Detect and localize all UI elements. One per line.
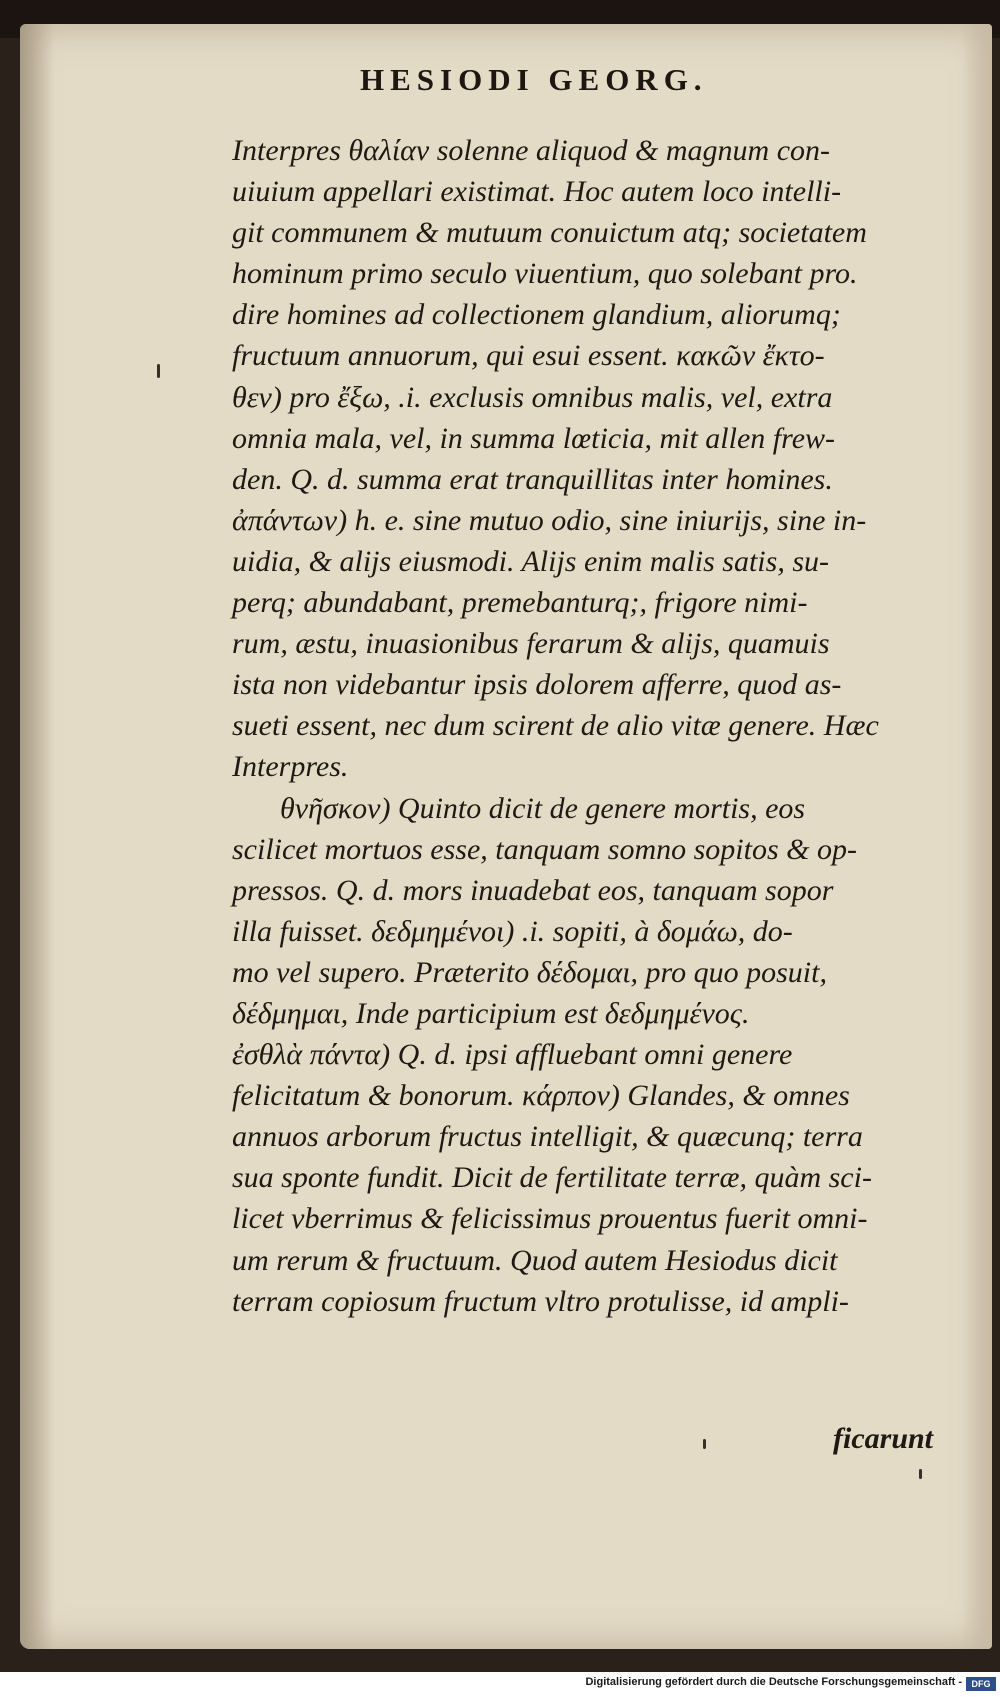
text-line: Interpres θαλίαν solenne aliquod & magnum con- — [232, 134, 831, 167]
page-gutter-shadow — [20, 24, 54, 1649]
dfg-logo: DFG — [966, 1677, 996, 1691]
text-line: terram copiosum fructum vltro protulisse, id ampli- — [232, 1284, 849, 1318]
text-line: Interpres. — [232, 750, 349, 784]
text-line: um rerum & fructuum. Quod autem Hesiodus dicit — [232, 1243, 838, 1277]
text-line: annuos arborum fructus intelligit, & quæcunq; terra — [232, 1120, 863, 1154]
text-line: ἐσθλὰ πάντα) Q. d. ipsi affluebant omni genere — [232, 1038, 793, 1072]
ink-speck — [703, 1439, 706, 1449]
catchword: ficarunt — [833, 1422, 934, 1455]
text-line: sua sponte fundit. Dicit de fertilitate terræ, quàm sci- — [232, 1161, 872, 1195]
text-line: ἀπάντων) h. e. sine mutuo odio, sine iniurijs, sine in- — [232, 503, 867, 537]
text-line-paragraph-start: θνῆσκον) Quinto dicit de genere mortis, eos — [280, 791, 806, 825]
text-line: git communem & mutuum conuictum atq; societatem — [232, 216, 867, 250]
text-line: fructuum annuorum, qui esui essent. κακῶν ἔκτο- — [232, 339, 825, 373]
running-head: HESIODI GEORG. — [360, 62, 708, 97]
footer-bar — [0, 1672, 1000, 1697]
text-line: pressos. Q. d. mors inuadebat eos, tanquam sopor — [232, 873, 834, 907]
text-line: δέδμημαι, Inde participium est δεδμημένος. — [232, 996, 750, 1030]
text-line: mo vel supero. Præterito δέδομαι, pro quo posuit, — [232, 955, 827, 989]
text-line: scilicet mortuos esse, tanquam somno sopitos & op- — [232, 832, 857, 866]
funding-credit: Digitalisierung gefördert durch die Deutsche Forschungsgemeinschaft - — [585, 1676, 962, 1688]
text-line: rum, æstu, inuasionibus ferarum & alijs, quamuis — [232, 627, 830, 661]
text-line: sueti essent, nec dum scirent de alio vitæ genere. Hæc — [232, 709, 879, 743]
text-line: dire homines ad collectionem glandium, aliorumq; — [232, 298, 841, 332]
ink-speck — [157, 364, 160, 378]
text-line: felicitatum & bonorum. κάρπον) Glandes, & omnes — [232, 1079, 850, 1113]
text-line: omnia mala, vel, in summa lœticia, mit allen frew- — [232, 421, 836, 455]
ink-speck — [919, 1469, 922, 1479]
body-text — [232, 130, 972, 1322]
text-line: den. Q. d. summa erat tranquillitas inter homines. — [232, 462, 833, 496]
text-line: θεν) pro ἔξω, .i. exclusis omnibus malis, vel, extra — [232, 380, 833, 414]
text-line: illa fuisset. δεδμημένοι) .i. sopiti, à δομάω, do- — [232, 914, 793, 948]
text-line: uiuium appellari existimat. Hoc autem loco intelli- — [232, 175, 842, 209]
text-line: perq; abundabant, premebanturq;, frigore nimi- — [232, 586, 808, 620]
text-line: uidia, & alijs eiusmodi. Alijs enim malis satis, su- — [232, 544, 829, 578]
text-line: hominum primo seculo viuentium, quo solebant pro. — [232, 257, 858, 291]
text-line: ista non videbantur ipsis dolorem afferre, quod as- — [232, 668, 842, 702]
text-line: licet vberrimus & felicissimus prouentus fuerit omni- — [232, 1202, 868, 1236]
